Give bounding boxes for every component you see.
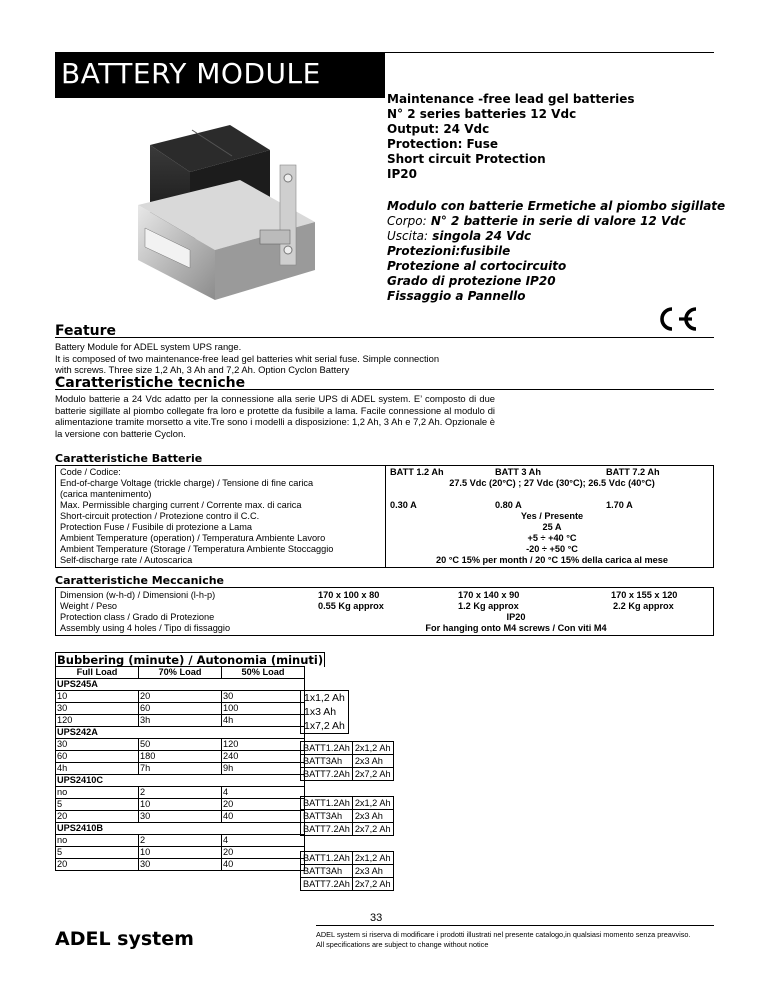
table-row: BATT3Ah 2x3 Ah: [301, 810, 394, 823]
dim-1: 170 x 100 x 80: [318, 590, 380, 600]
spec-line: Protezione al cortocircuito: [387, 259, 567, 273]
table-header-row: [56, 667, 305, 679]
dim-2: 170 x 140 x 90: [458, 590, 520, 600]
group-row: UPS245A: [56, 679, 305, 691]
section-rule: [55, 337, 714, 338]
temp-storage-value: -20 ÷ +50 °C: [526, 544, 578, 554]
row-label: Protection Fuse / Fusibile di protezione a Lama: [60, 522, 253, 532]
table-row: BATT1.2Ah 2x1,2 Ah: [301, 742, 394, 755]
spec-line: Protection: Fuse: [387, 137, 498, 151]
spec-line: Modulo con batterie Ermetiche al piombo sigillate: [387, 199, 726, 213]
battery-note: 1x1,2 Ah: [304, 692, 345, 704]
fuse-value: 25 A: [542, 522, 562, 532]
spec-value: N° 2 batterie in serie di valore 12 Vdc: [426, 214, 686, 228]
code-2: BATT 3 Ah: [495, 467, 541, 477]
header-cell: 50% Load: [222, 667, 305, 679]
table-row: 30 50 120: [56, 739, 305, 751]
tech-heading: Caratteristiche tecniche: [55, 375, 246, 391]
table-row: 20 30 40: [56, 811, 305, 823]
table-border: [713, 587, 714, 635]
row-label: Weight / Peso: [60, 601, 118, 611]
feature-line: It is composed of two maintenance-free lead gel batteries whit serial fuse. Simple connection: [55, 352, 440, 364]
temp-op-value: +5 ÷ +40 °C: [527, 533, 577, 543]
spec-line: IP20: [387, 167, 417, 181]
current-2: 0.80 A: [495, 500, 522, 510]
spec-line: Grado di protezione IP20: [387, 274, 556, 288]
row-label: Ambient Temperature (operation) / Temperatura Ambiente Lavoro: [60, 533, 326, 543]
protection-value: IP20: [506, 612, 526, 622]
footer-rule: [316, 925, 714, 926]
page-title: BATTERY MODULE: [55, 52, 385, 98]
header-rule: [384, 52, 714, 53]
mech-heading: Caratteristiche Meccaniche: [55, 574, 225, 587]
page-number: 33: [370, 912, 383, 924]
battery-options-table: [300, 851, 394, 891]
dim-3: 170 x 155 x 120: [611, 590, 678, 600]
battery-note: 1x7,2 Ah: [304, 720, 345, 732]
tech-text: Modulo batterie a 24 Vdc adatto per la connessione alla serie UPS di ADEL system. E’ composto di due batterie sigillate al piombo collegate fra loro e protette da fusibile a lama. Facile connessione al modulo di alimentazione tramite morsetto a vite.Tre sono i modelli a disposizione: 1,2 Ah, 3 Ah e 7,2 Ah. Opzionale è la versione con batterie Cyclon.: [55, 393, 495, 439]
table-row: 5 10 20: [56, 799, 305, 811]
table-row: 10 20 30: [56, 691, 305, 703]
battery-note: 1x3 Ah: [304, 706, 337, 718]
group-row: UPS242A: [56, 727, 305, 739]
spec-line: [387, 214, 725, 229]
spec-line: Protezioni:fusibile: [387, 244, 511, 258]
spec-line: Fissaggio a Pannello: [387, 289, 526, 303]
spec-line: Output: 24 Vdc: [387, 122, 490, 136]
table-row: 20 30 40: [56, 859, 305, 871]
mech-labels: [60, 590, 230, 634]
spec-label: Uscita:: [387, 229, 429, 243]
weight-3: 2.2 Kg approx: [613, 601, 674, 611]
row-label: Assembly using 4 holes / Tipo di fissaggio: [60, 623, 231, 633]
code-3: BATT 7.2 Ah: [606, 467, 660, 477]
self-discharge-value: 20 °C 15% per month / 20 °C 15% della carica al mese: [435, 555, 669, 565]
spec-line: Maintenance -free lead gel batteries: [387, 92, 635, 106]
row-label: (carica mantenimento): [60, 489, 152, 499]
table-border: [55, 465, 56, 567]
header-cell: Full Load: [56, 667, 139, 679]
disclaimer-line: All specifications are subject to change without notice: [316, 940, 489, 949]
battery-options-table: [300, 796, 394, 836]
table-row: no 2 4: [56, 835, 305, 847]
battery-module-photo: [120, 110, 330, 310]
battery-options-table: [300, 741, 394, 781]
short-circuit-value: Yes / Presente: [520, 511, 584, 521]
footer-disclaimer: [316, 930, 690, 950]
battery-labels: [60, 467, 333, 566]
row-label: Protection class / Grado di Protezione: [60, 612, 215, 622]
section-rule: [55, 567, 714, 568]
weight-2: 1.2 Kg approx: [458, 601, 519, 611]
row-label: Self-discharge rate / Autoscarica: [60, 555, 193, 565]
row-label: Max. Permissible charging current / Corrente max. di carica: [60, 500, 302, 510]
table-row: 5 10 20: [56, 847, 305, 859]
ce-mark-icon: [652, 305, 700, 333]
row-label: Ambient Temperature (Storage / Temperatura Ambiente Stoccaggio: [60, 544, 334, 554]
current-1: 0.30 A: [390, 500, 417, 510]
spec-line: Short circuit Protection: [387, 152, 546, 166]
bubbering-heading: Bubbering (minute) / Autonomia (minuti): [57, 653, 324, 667]
table-row: 120 3h 4h: [56, 715, 305, 727]
battery-heading: Caratteristiche Batterie: [55, 452, 203, 465]
weight-1: 0.55 Kg approx: [318, 601, 384, 611]
ups245a-battery-notes: [300, 690, 349, 734]
bubbering-table: [55, 666, 305, 871]
row-label: End-of-charge Voltage (trickle charge) / Tensione di fine carica: [60, 478, 314, 488]
section-rule: [55, 587, 714, 588]
feature-line: Battery Module for ADEL system UPS range.: [55, 341, 242, 352]
table-row: 60 180 240: [56, 751, 305, 763]
table-row: BATT7.2Ah 2x7,2 Ah: [301, 823, 394, 836]
spec-value: singola 24 Vdc: [428, 229, 532, 243]
code-1: BATT 1.2 Ah: [390, 467, 444, 477]
table-row: BATT7.2Ah 2x7,2 Ah: [301, 878, 394, 891]
feature-line: with screws. Three size 1,2 Ah, 3 Ah and 7,2 Ah. Option Cyclon Battery: [55, 364, 350, 375]
spec-label: Corpo:: [387, 214, 427, 228]
disclaimer-line: ADEL system si riserva di modificare i prodotti illustrati nel presente catalogo,in qualsiasi momento senza preavviso.: [316, 930, 691, 939]
table-row: no 2 4: [56, 787, 305, 799]
table-row: BATT1.2Ah 2x1,2 Ah: [301, 797, 394, 810]
current-3: 1.70 A: [606, 500, 633, 510]
specs-it: [387, 199, 725, 304]
footer-logo: ADEL system: [55, 928, 194, 950]
specs-en: [387, 92, 635, 182]
spec-line: [387, 229, 725, 244]
table-border: [385, 465, 386, 567]
table-border: [713, 465, 714, 567]
table-row: BATT3Ah 2x3 Ah: [301, 755, 394, 768]
feature-heading: Feature: [55, 323, 116, 339]
header-cell: 70% Load: [139, 667, 222, 679]
table-row: BATT1.2Ah 2x1,2 Ah: [301, 852, 394, 865]
table-row: BATT3Ah 2x3 Ah: [301, 865, 394, 878]
assembly-value: For hanging onto M4 screws / Con viti M4: [425, 623, 607, 633]
row-label: Code / Codice:: [60, 467, 121, 477]
row-label: Short-circuit protection / Protezione contro il C.C.: [60, 511, 260, 521]
table-border: [55, 587, 56, 635]
spec-line: N° 2 series batteries 12 Vdc: [387, 107, 577, 121]
end-charge-voltage: 27.5 Vdc (20°C) ; 27 Vdc (30°C); 26.5 Vdc (40°C): [449, 478, 655, 488]
table-row: BATT7.2Ah 2x7,2 Ah: [301, 768, 394, 781]
group-row: UPS2410B: [56, 823, 305, 835]
table-row: 4h 7h 9h: [56, 763, 305, 775]
group-row: UPS2410C: [56, 775, 305, 787]
table-row: 30 60 100: [56, 703, 305, 715]
section-rule: [55, 635, 714, 636]
feature-text: [55, 341, 714, 376]
row-label: Dimension (w-h-d) / Dimensioni (l-h-p): [60, 590, 216, 600]
